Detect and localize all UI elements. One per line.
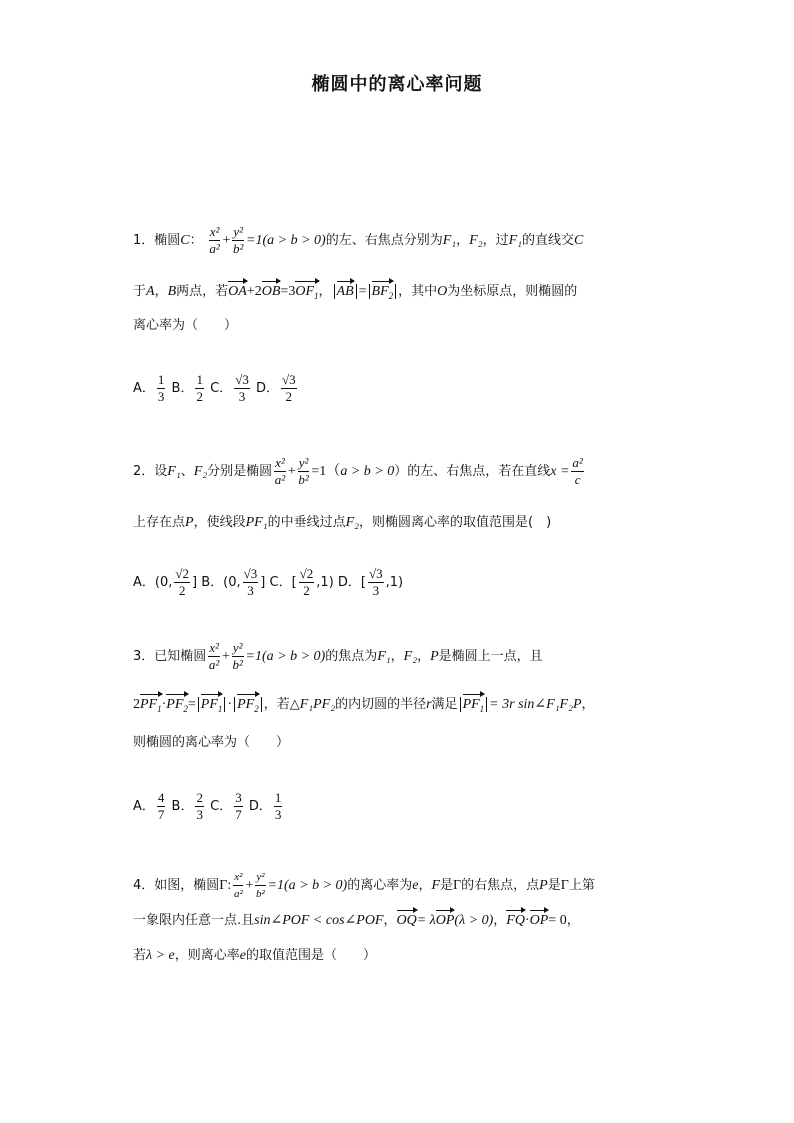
q3-text: 的焦点为 [325,649,378,664]
sep: ， [566,913,580,928]
q3-text: ，若△ [263,697,300,712]
dot: · [227,697,233,712]
q1-options [133,372,299,405]
math-f2: F₂ [345,515,360,530]
ellipse-frac-y: $\frac{\text{y²}}{\text{b²}}$ [256,871,265,900]
q1-colon: ： [189,233,203,248]
q2-line-2 [133,513,551,533]
equals: = [358,284,367,299]
directrix-frac: $\frac{\text{a²}}{c}$ [572,455,583,487]
math-gamma: Γ [560,878,569,893]
option-b-label: B． [171,799,194,814]
option-a-value: $\frac{1}{3}$ [157,372,165,404]
math-p: P [185,515,194,530]
option-a-value: $\frac{√2}{2}$ [175,566,190,598]
math-r: r [426,697,432,712]
q1-text: 的左、右焦点分别为 [325,233,443,248]
q2-line-1 [133,455,586,488]
q4-text: 4．如图，椭圆 [133,878,220,893]
dot: · [524,913,530,928]
math-p: P [430,649,439,664]
option-c-label: C． [210,381,233,396]
q3-line-3: 则椭圆的离心率为（ ） [133,735,290,750]
condition: λ > e [146,948,175,963]
q4-line-3 [133,946,376,966]
vector-ob: OB [262,282,281,302]
option-d-value: $\frac{√3}{3}$ [369,566,383,598]
abs-bf2: $BF_2$ [369,284,397,299]
math-f1: F₁ [442,233,457,248]
math-e: e [412,878,419,893]
q3-text: 满足 [431,697,458,712]
page-title: 椭圆中的离心率问题 [311,74,483,95]
ellipse-frac-y: $\frac{\text{y²}}{\text{b²}}$ [232,640,243,672]
q4-text: 的离心率为 [347,878,413,893]
q3-options [133,790,284,823]
q2-text: 2．设 [133,464,168,479]
q1-line-2 [133,282,577,306]
q1-line-3: 离心率为（ ） [133,318,238,333]
q1-text: 于 [133,284,147,299]
q4-text: ，则离心率 [174,948,240,963]
q1-text: 1．椭圆 [133,233,181,248]
math-e: e [239,948,246,963]
bracket: ] [260,575,266,590]
abs-pf2: $PF_2$ [234,697,262,712]
vector-op: OP [436,911,455,931]
ellipse-frac-y: $\frac{\text{y²}}{\text{b²}}$ [298,455,309,487]
q1-text: ，其中 [398,284,438,299]
option-a-value: $\frac{4}{7}$ [157,790,165,822]
q1-text: 为坐标原点，则椭圆的 [447,284,578,299]
ellipse-frac-x: $\frac{\text{x²}}{\text{a²}}$ [209,224,220,256]
math-f1: F₁ [377,649,391,664]
plus: + [221,649,230,664]
sep: ， [456,233,470,248]
coef: 2 [133,697,140,712]
condition: a > b > 0 [340,464,395,479]
bracket: ] [192,575,198,590]
q4-text: 一象限内任意一点.且 [133,913,255,928]
vector-oq: OQ [397,911,417,931]
math-pf1: PF₁ [245,515,268,530]
abs-pf1: $PF_1$ [460,697,488,712]
q2-options [133,566,403,599]
abs-pf1: $PF_1$ [198,697,226,712]
q4-line-1 [133,869,595,902]
q3-line-2 [133,695,595,719]
sep: ， [154,284,168,299]
option-b-label: B． [171,381,194,396]
option-c-value: $\frac{√2}{2}$ [299,566,314,598]
math-o: O [437,284,448,299]
q4-text: 的取值范围是（ ） [245,948,376,963]
vector-op: OP [530,911,549,931]
q1-text: ，过 [482,233,509,248]
plus: + [222,233,231,248]
option-d-label: D．[ [337,575,367,590]
q3-text: 是椭圆上一点，且 [438,649,543,664]
bracket: ,1) [385,575,404,590]
line-eq: x = [550,464,570,479]
math-gamma: Γ [453,878,462,893]
plus: +2 [246,284,262,299]
q2-text: 的中垂线过点 [267,515,346,530]
math-f1: F₁ [508,233,523,248]
q4-text: 是 [440,878,454,893]
q3-text: 的内切圆的半径 [335,697,427,712]
option-a-label: A．(0, [133,575,173,590]
dot: · [161,697,167,712]
abs-ab: AB [334,284,357,299]
vector-oa: OA [228,282,247,302]
q1-text: 两点，若 [176,284,229,299]
option-c-value: $\frac{3}{7}$ [235,790,242,822]
plus: + [245,878,254,893]
sep: ， [493,913,507,928]
inequality: sin∠POF < cos∠POF [254,913,384,928]
sep: 、 [180,464,194,479]
ellipse-frac-y: $\frac{\text{y²}}{\text{b²}}$ [232,224,244,256]
triangle: F₁PF₂ [299,697,336,712]
q2-text: ）的左、右焦点，若在直线 [394,464,551,479]
q3-text: 3．已知椭圆 [133,649,207,664]
option-b-value: $\frac{1}{2}$ [196,372,203,404]
math-c: C [180,233,190,248]
option-c-label: C．[ [269,575,297,590]
math-b: B [167,284,177,299]
math-f2: F₂ [403,649,418,664]
math-f1: F₁ [167,464,181,479]
equals-lambda: = λ [416,913,436,928]
equals: = [187,697,196,712]
option-c-value: $\frac{√3}{3}$ [235,372,249,404]
q3-line-1 [133,640,543,673]
math-a: A [146,284,155,299]
q2-text: 上存在点 [133,515,186,530]
q4-text: 若 [133,948,147,963]
ellipse-eq: =1(a > b > 0) [267,878,348,893]
q4-text: 是 [547,878,561,893]
ellipse-eq: =1(a > b > 0) [246,233,326,248]
option-d-label: D． [248,799,272,814]
option-d-value: $\frac{√3}{2}$ [281,372,296,404]
option-d-label: D． [255,381,279,396]
math-p: P [539,878,548,893]
equals-zero: = 0 [548,913,567,928]
option-d-value: $\frac{1}{3}$ [274,790,282,822]
q4-text: 上第 [568,878,595,893]
sep: ， [418,878,432,893]
sep: ， [383,913,397,928]
q4-text: 的右焦点，点 [461,878,540,893]
math-f2: F₂ [469,233,483,248]
ellipse-eq: =1(a > b > 0) [245,649,326,664]
sep: ， [390,649,404,664]
q2-text: 分别是椭圆 [207,464,273,479]
option-b-value: $\frac{√3}{3}$ [243,566,258,598]
option-c-label: C． [210,799,233,814]
vector-pf2: $PF_2$ [166,695,188,719]
q4-line-2 [133,911,580,931]
lambda-cond: (λ > 0) [454,913,494,928]
vector-pf1: $PF_1$ [140,695,162,719]
option-b-value: $\frac{2}{3}$ [196,790,203,822]
bracket: ,1) [316,575,334,590]
ellipse-frac-x: $\frac{\text{x²}}{\text{a²}}$ [208,640,220,672]
math-gamma: Γ: [219,878,232,893]
ellipse-frac-x: $\frac{\text{x²}}{\text{a²}}$ [274,455,286,487]
equals: =3 [280,284,296,299]
math-f2: F₂ [193,464,208,479]
vector-fq: FQ [506,911,525,931]
math-f: F [431,878,441,893]
condition: = 3r sin∠F₁F₂P [489,697,582,712]
q1-text: 的直线交 [522,233,575,248]
sep: ， [417,649,431,664]
equals: =1（ [311,464,341,479]
q1-line-1 [133,224,583,257]
q2-text: ，使线段 [193,515,246,530]
vector-of1: $OF_1$ [295,282,318,306]
ellipse-frac-x: $\frac{\text{x²}}{\text{a²}}$ [233,871,243,900]
sep: ， [318,284,332,299]
option-a-label: A． [133,799,155,814]
plus: + [287,464,296,479]
option-b-label: B．(0, [201,575,241,590]
q2-text: ，则椭圆离心率的取值范围是( ) [359,515,552,530]
math-c: C [574,233,584,248]
option-a-label: A． [133,381,155,396]
sep: ， [581,697,595,712]
